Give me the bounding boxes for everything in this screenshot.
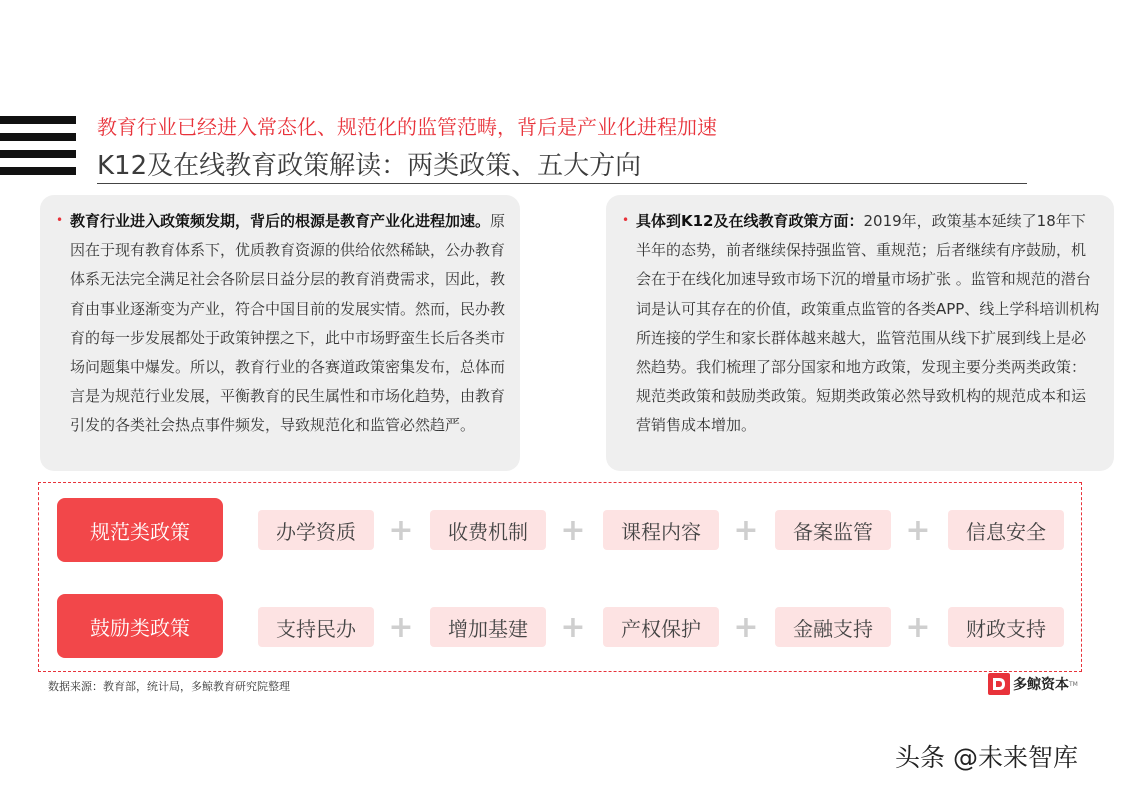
page-subtitle: 教育行业已经进入常态化、规范化的监管范畴，背后是产业化进程加速 [97,115,717,139]
plus-icon: + [905,512,931,548]
encouraging-item: 金融支持 [775,607,891,647]
company-logo [988,673,1078,695]
encouraging-item: 支持民办 [258,607,374,647]
encouraging-item: 增加基建 [430,607,546,647]
encouraging-item: 产权保护 [603,607,719,647]
regulatory-item: 办学资质 [258,510,374,550]
left-text-panel [40,195,520,471]
regulatory-item: 备案监管 [775,510,891,550]
encouraging-item: 财政支持 [948,607,1064,647]
header-stripes-decoration [0,116,76,175]
left-panel-lead: 教育行业进入政策频发期，背后的根源是教育产业化进程加速。 [70,212,491,230]
bullet-icon: • [622,213,630,227]
whale-logo-icon [988,673,1010,695]
regulatory-item: 课程内容 [603,510,719,550]
encouraging-policy-label: 鼓励类政策 [57,594,223,658]
regulatory-policy-label: 规范类政策 [57,498,223,562]
logo-text: 多鲸资本 [1013,677,1069,693]
plus-icon: + [905,609,931,645]
plus-icon: + [560,512,586,548]
trademark-mark: TM [1069,680,1078,688]
title-divider [97,183,1027,184]
left-panel-body: 原因在于现有教育体系下，优质教育资源的供给依然稀缺，公办教育体系无法完全满足社会各阶层日益分层的教育消费需求，因此，教育由事业逐渐变为产业，符合中国目前的发展实情。然而，民办教育的每一步发展都处于政策钟摆之下，此中市场野蛮生长后各类市场问题集中爆发。所以，教育行业的各赛道政策密集发布，总体而言是为规范行业发展，平衡教育的民生属性和市场化趋势，由教育引发的各类社会热点事件频发，导致规范化和监管必然趋严。 [70,212,506,435]
plus-icon: + [733,609,759,645]
plus-icon: + [388,609,414,645]
data-source-note: 数据来源：教育部，统计局，多鲸教育研究院整理 [48,680,290,693]
plus-icon: + [733,512,759,548]
plus-icon: + [388,512,414,548]
right-panel-lead: 具体到K12及在线教育政策方面： [636,212,864,230]
page-title: K12及在线教育政策解读：两类政策、五大方向 [97,151,642,181]
regulatory-item: 信息安全 [948,510,1064,550]
plus-icon: + [560,609,586,645]
bullet-icon: • [56,213,64,227]
regulatory-item: 收费机制 [430,510,546,550]
right-text-panel [606,195,1114,471]
watermark-text: 头条 @未来智库 [895,743,1078,772]
right-panel-body: 2019年，政策基本延续了18年下半年的态势，前者继续保持强监管、重规范；后者继续有序鼓励，机会在于在线化加速导致市场下沉的增量市场扩张 。监管和规范的潜台词是认可其存在的价值，政策重点监管的各类APP、线上学科培训机构所连接的学生和家长群体越来越大，监管范围从线下扩展到线上是必然趋势。我们梳理了部分国家和地方政策，发现主要分类两类政策：规范类政策和鼓励类政策。短期类政策必然导致机构的规范成本和运营销售成本增加。 [636,212,1100,435]
